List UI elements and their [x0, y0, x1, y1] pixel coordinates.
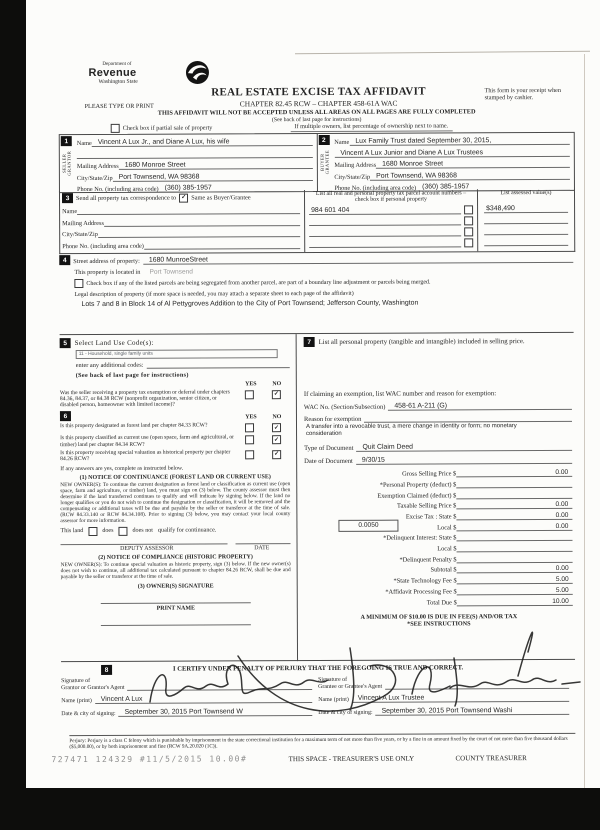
does-not-label: does not: [132, 528, 153, 535]
exemption-question-row: [60, 389, 290, 409]
minimum-note: [305, 612, 573, 628]
logo-dept-text: Department of: [102, 61, 132, 67]
qualify-label: qualify for continuance.: [157, 527, 217, 535]
seller-mailing-field: [119, 161, 313, 170]
corr-name-label: Name: [62, 208, 78, 216]
assessed-value-1: $348,490: [486, 205, 515, 213]
current-use-question-row: [60, 435, 290, 449]
seller-city-value: Port Townsend, WA 98368: [118, 173, 200, 181]
buyer-side-label: [319, 140, 330, 184]
minimum-line-1: A MINIMUM OF $10.00 IS DUE IN FEE(S) AND/OR TAX: [360, 612, 518, 621]
doc-type-label: Type of Document: [304, 444, 354, 452]
corr-city-label: City/State/Zip: [62, 231, 98, 239]
land-use-label: Select Land Use Code(s):: [74, 338, 154, 348]
grantor-sig-label-2: Grantor or Grantor's Agent: [61, 684, 125, 691]
this-land-label: This land: [60, 528, 84, 535]
seller-name-value: Vincent A Lux Jr., and Diane A Lux, his wife: [97, 138, 230, 147]
paper-edge-top: [295, 51, 590, 55]
fee-value-12: 10.00: [552, 597, 569, 605]
deputy-assessor-label: DEPUTY ASSESSOR: [120, 545, 174, 552]
partial-sale-checkbox: [111, 124, 120, 133]
grantee-date-value: September 30, 2015 Port Townsend Washi: [381, 707, 513, 715]
current-use-question: Is this property classified as current use (open space, farm and agricultural, or timber) land per chapter 84.34 RCW?: [60, 434, 235, 448]
owners-signature-title: (3) OWNER(S) SIGNATURE: [137, 583, 214, 590]
fee-label-8: *Delinquent Penalty $: [399, 556, 457, 564]
fee-label-1: *Personal Property (deduct) $: [379, 481, 457, 489]
buyer-city-field: [370, 171, 570, 180]
fee-label-5: Local $: [437, 524, 457, 532]
buyer-side-2: GRANTEE: [324, 150, 330, 175]
buyer-mailing-field: [376, 160, 570, 169]
exemption-claim-note: If claiming an exemption, list WAC number and reason for exemption:: [303, 390, 497, 399]
notice1-title: (1) NOTICE OF CONTINUANCE (FOREST LAND OR CURRENT USE): [79, 473, 271, 481]
fee-value-4: 0.00: [555, 511, 569, 519]
county-treasurer-label: COUNTY TREASURER: [455, 753, 527, 762]
logo-state-text: Washington State: [98, 78, 138, 85]
buyer-phone-value: (360) 385-1957: [422, 183, 470, 191]
yes-no-header-1: [60, 381, 290, 388]
wac-label: WAC No. (Section/Subsection): [303, 403, 386, 412]
exemption-no-checkbox: ✓: [273, 391, 279, 398]
fees-table: [304, 466, 573, 606]
additional-codes-label: enter any additional codes:: [75, 361, 144, 370]
fee-label-0: Gross Selling Price $: [402, 470, 457, 478]
seller-city-label: City/State/Zip: [76, 174, 113, 182]
no-header-1: NO: [272, 380, 282, 387]
forest-question-row: [60, 423, 290, 434]
seller-side-label: [62, 141, 73, 185]
seller-side-2: GRANTOR: [66, 150, 72, 176]
paper-edge-right: [584, 54, 585, 788]
segregated-checkbox: [74, 279, 83, 288]
parcel-checkbox-4: [464, 238, 473, 247]
segregated-label: Check box if any of the listed parcels are being segregated from another parcel, are part of a boundary line adjustment or parcels being merged.: [86, 279, 431, 287]
same-as-buyer-label: Same as Buyer/Grantee: [191, 193, 251, 202]
buyer-city-value: Port Townsend, WA 98368: [376, 171, 457, 180]
right-column: [296, 333, 575, 661]
buyer-name-value-2: Vincent A Lux Junior and Diane A Lux Trustees: [340, 149, 484, 157]
notice1-body: NEW OWNER(S): To continue the current designation as forest land or classification as current use (open space, farm and agriculture, or timber) land, you must sign on (3) below. The county assessor must then determine if the land transferred continues to qualify and will indicate by signing below. If the land no longer qualifies or you do not wish to continue the designation or classification, it will be removed and the compensating or additional taxes will be due and payable by the seller or transferor at the time of sale. (RCW 84.33.140 or RCW 84.34.108). Prior to signing (3) below, you may contact your local county assessor for more information.: [60, 480, 291, 524]
section8-number: 8: [101, 665, 112, 675]
assessor-date-label: DATE: [254, 545, 270, 552]
fee-value-10: 5.00: [555, 576, 569, 584]
historic-yes-checkbox: [245, 450, 254, 459]
seller-phone-label: Phone No. (including area code): [76, 185, 159, 194]
grantee-date-field: [376, 707, 570, 716]
doc-date-field: [356, 455, 572, 464]
historic-question: Is this property receiving special valuation as historical property per chapter 84.26 RCW?: [60, 449, 231, 463]
does-label: does: [102, 528, 114, 535]
located-label: This property is located in: [74, 268, 141, 276]
scan-border-left: [0, 0, 26, 830]
legal-description-label: Legal description of property (if more space is needed, you may attach a separate sheet to each page of the affidavit): [74, 290, 354, 298]
additional-codes-field: [146, 367, 289, 369]
grantee-name-field: [352, 694, 569, 703]
section8-block: [61, 659, 575, 734]
street-address-label: Street address of property:: [73, 257, 140, 266]
assessed-field-1: [484, 205, 568, 213]
buyer-mailing-value: 1680 Monroe Street: [382, 160, 444, 168]
street-address-value: 1680 MunroeStreet: [148, 256, 208, 264]
seller-side-1: SELLER: [61, 153, 67, 173]
parcel-checkbox-2: [464, 216, 473, 225]
grantor-date-label: Date & city of signing:: [61, 710, 116, 717]
seller-city-field: [113, 173, 313, 182]
reason-value: A transfer into a revocable trust, a mere change in identity or form; no monetary consideration: [306, 423, 517, 437]
cashier-stamp: 727471 124329 #11/5/2015 10.00#: [51, 754, 248, 765]
seller-mailing-label: Mailing Address: [76, 163, 119, 171]
street-address-field: [143, 255, 573, 265]
fee-value-0: 0.00: [555, 469, 569, 477]
section7-number: 7: [304, 337, 315, 347]
buyer-name-field-2: [334, 149, 570, 158]
located-value: Port Townsend: [149, 268, 193, 276]
historic-no-checkbox: ✓: [274, 451, 280, 458]
fee-label-4: Excise Tax : State $: [405, 513, 457, 521]
section2-number: 2: [318, 135, 329, 145]
fee-value-5: 0.00: [555, 522, 569, 530]
yes-no-header-2: [71, 415, 290, 422]
buyer-name-value-1: Lux Family Trust dated September 30, 2015,: [355, 137, 492, 146]
fee-value-11: 5.00: [555, 586, 569, 594]
mid-columns: [60, 332, 575, 662]
grantor-signature-block: [61, 677, 318, 717]
grantee-name-label: Name (print): [318, 696, 349, 703]
buyer-side-1: BUYER: [319, 153, 325, 171]
local-rate-box: 0.0050: [338, 519, 398, 531]
parties-table: [59, 132, 575, 193]
buyer-name-label: Name: [334, 139, 350, 147]
correspondence-cell: [60, 190, 305, 253]
same-as-buyer-checkbox: ✓: [181, 194, 187, 201]
if-yes-note: If any answers are yes, complete as instructed below.: [60, 465, 184, 472]
fee-label-10: *State Technology Fee $: [393, 577, 457, 585]
grantor-date-field: [119, 708, 313, 717]
send-correspondence-label: Send all property tax correspondence to: [75, 194, 177, 202]
grantee-sig-label-1: Signature of: [318, 677, 348, 684]
print-name-label: PRINT NAME: [156, 605, 196, 612]
buyer-phone-label: Phone No. (including area code): [334, 184, 417, 192]
parcel-field-4: [309, 246, 461, 248]
legal-description-value: Lots 7 and 8 in Block 14 of Al Pettygroves Addition to the City of Port Townsend; Jefferson County, Washington: [81, 299, 419, 309]
print-name-line: [101, 618, 251, 626]
fee-label-6: *Delinquent Interest: State $: [383, 534, 457, 543]
section6-number: 6: [60, 411, 71, 421]
seller-phone-value: (360) 385-1957: [164, 184, 212, 192]
current-use-yes-checkbox: [245, 436, 254, 445]
fee-label-3: Taxable Selling Price $: [396, 502, 457, 510]
parcel-field-1: [309, 206, 461, 215]
see-back-note: (See back of last page for instructions): [271, 116, 362, 123]
grantor-date-value: September 30, 2015 Port Townsend W: [124, 708, 243, 716]
notice2-title: (2) NOTICE OF COMPLIANCE (HISTORIC PROPERTY): [98, 554, 253, 561]
grantor-sig-label: [61, 678, 124, 691]
section1-number: 1: [61, 136, 72, 146]
parcel-checkbox-1: [464, 205, 473, 214]
yes-header-1: YES: [245, 380, 257, 387]
section3-number: 3: [62, 193, 73, 203]
see-back-note-2: (See back of last page for instructions): [75, 371, 189, 379]
multiple-owners-note: If multiple owners, list percentage of ownership next to name.: [290, 122, 452, 132]
section5-number: 5: [60, 338, 71, 348]
fee-label-12: Total Due $: [426, 598, 457, 607]
certify-statement: I CERTIFY UNDER PENALTY OF PERJURY THAT THE FOREGOING IS TRUE AND CORRECT.: [172, 664, 464, 673]
treasurer-space-label: THIS SPACE - TREASURER'S USE ONLY: [288, 754, 415, 763]
historic-question-row: [60, 449, 290, 463]
wac-value: 458-61 A-211 (G): [394, 402, 448, 410]
grantee-name-value: Vincent A Lux Trustee: [357, 694, 425, 702]
grantee-date-label: Date & city of signing:: [318, 709, 373, 716]
footer-row: [51, 753, 575, 764]
current-use-no-checkbox: ✓: [274, 437, 280, 444]
accept-warning: THIS AFFIDAVIT WILL NOT BE ACCEPTED UNLESS ALL AREAS ON ALL PAGES ARE FULLY COMPLETED: [157, 108, 476, 117]
forest-yes-checkbox: [245, 424, 254, 433]
grantee-sig-label-2: Grantee or Grantee's Agent: [318, 683, 383, 690]
doc-type-field: [356, 442, 572, 451]
forest-question: Is this property designated as forest land per chapter 84.33 RCW?: [59, 422, 208, 430]
grantor-name-label: Name (print): [61, 697, 92, 704]
yes-header-2: YES: [245, 414, 257, 421]
fee-value-3: 0.00: [555, 501, 569, 509]
wac-field: [388, 402, 572, 411]
personal-property-label: List all personal property (tangible and intangible) included in selling price.: [318, 338, 525, 347]
dor-logo: [88, 61, 218, 85]
logo-revenue-text: Revenue: [88, 66, 137, 79]
parcel-header: List all real and personal property tax parcel account numbers – check box if personal property: [315, 190, 467, 204]
form-chapter: CHAPTER 82.45 RCW – CHAPTER 458-61A WAC: [239, 98, 398, 109]
reason-label: Reason for exemption: [303, 415, 362, 424]
buyer-name-field: [349, 137, 569, 146]
corr-phone-label: Phone No. (including area code): [62, 242, 144, 250]
buyer-box: [317, 133, 574, 191]
grantor-name-field: [95, 695, 312, 704]
please-type-note: PLEASE TYPE OR PRINT: [84, 102, 154, 111]
forest-no-checkbox: ✓: [273, 425, 280, 432]
corr-phone-field: [144, 248, 300, 250]
parcel-cell: [305, 189, 478, 252]
no-header-2: NO: [272, 414, 282, 421]
owners-signature-line: [101, 596, 251, 604]
notice2-body: NEW OWNER(S): To continue special valuation as historic property, sign (3) below. If the new owner(s) does not wish to continue, all additional tax calculated pursuant to chapter 84.26 RCW, shall be due and payable by the seller or transferor at the time of sale.: [60, 561, 291, 581]
fee-label-2: Exemption Claimed (deduct) $: [377, 492, 457, 500]
buyer-city-label: City/State/Zip: [334, 173, 371, 181]
section4-number: 4: [59, 255, 70, 265]
grantor-name-value: Vincent A Lux: [100, 695, 143, 703]
assessed-header: List assessed value(s): [500, 189, 552, 197]
land-does-not-checkbox: [118, 527, 127, 536]
fee-label-9: Subtotal $: [430, 566, 457, 574]
fee-value-9: 0.00: [555, 565, 569, 573]
exemption-question: Was the seller receiving a property tax exemption or deferral under chapters 84.36, 84.37, or 84.38 RCW (nonprofit organization, senior citizen, or disabled person, homeowner with limited income)?: [59, 388, 230, 409]
fee-field-12: [457, 597, 573, 606]
land-does-checkbox: [88, 527, 97, 536]
left-column: [60, 334, 297, 662]
form-content: [51, 59, 577, 789]
parcel-value-1: 984 601 404: [311, 206, 350, 214]
doc-date-label: Date of Document: [304, 457, 353, 465]
buyer-mailing-label: Mailing Address: [334, 161, 377, 170]
grantee-signature-block: [318, 676, 575, 716]
fee-label-11: *Affidavit Processing Fee $: [385, 588, 457, 596]
perjury-note: Perjury: Perjury is a class C felony which is punishable by imprisonment in the state correctional institution for a maximum term of not more than five years, or by a fine in an amount fixed by the court of not more than five thousand dollars ($5,000.00), or by both imprisonment and fine (RCW 9A.20.020 (1C)).: [69, 733, 575, 750]
doc-date-value: 9/30/15: [361, 456, 385, 464]
corr-mailing-label: Mailing Address: [62, 219, 104, 227]
minimum-line-2: *SEE INSTRUCTIONS: [407, 620, 471, 628]
scan-border-bottom: [0, 788, 600, 830]
form-title: REAL ESTATE EXCISE TAX AFFIDAVIT: [211, 85, 426, 99]
doc-type-value: Quit Claim Deed: [362, 443, 414, 451]
fee-row-total-due: [305, 595, 573, 607]
parcel-checkbox-3: [464, 227, 473, 236]
section3-table: [59, 189, 575, 254]
land-use-code-box: 11 - Household, single family units: [76, 349, 278, 359]
exemption-yes-checkbox: [245, 390, 254, 399]
grantor-sig-label-1: Signature of: [61, 678, 91, 685]
seller-name-field: [92, 138, 312, 147]
seller-mailing-value: 1680 Monroe Street: [124, 161, 186, 170]
section4-block: [59, 253, 573, 312]
title-block: [169, 85, 469, 108]
assessor-date-line: [235, 542, 291, 544]
seller-box: [60, 134, 318, 192]
seller-name-label: Name: [76, 140, 92, 148]
grantee-sig-label: [318, 677, 382, 690]
assessed-cell: [478, 189, 574, 251]
receipt-note: This form is your receipt when stamped by cashier.: [484, 86, 562, 102]
assessed-field-4: [484, 245, 568, 246]
partial-sale-label: Check box if partial sale of property: [122, 124, 213, 132]
fee-label-7: Local $: [437, 545, 457, 553]
